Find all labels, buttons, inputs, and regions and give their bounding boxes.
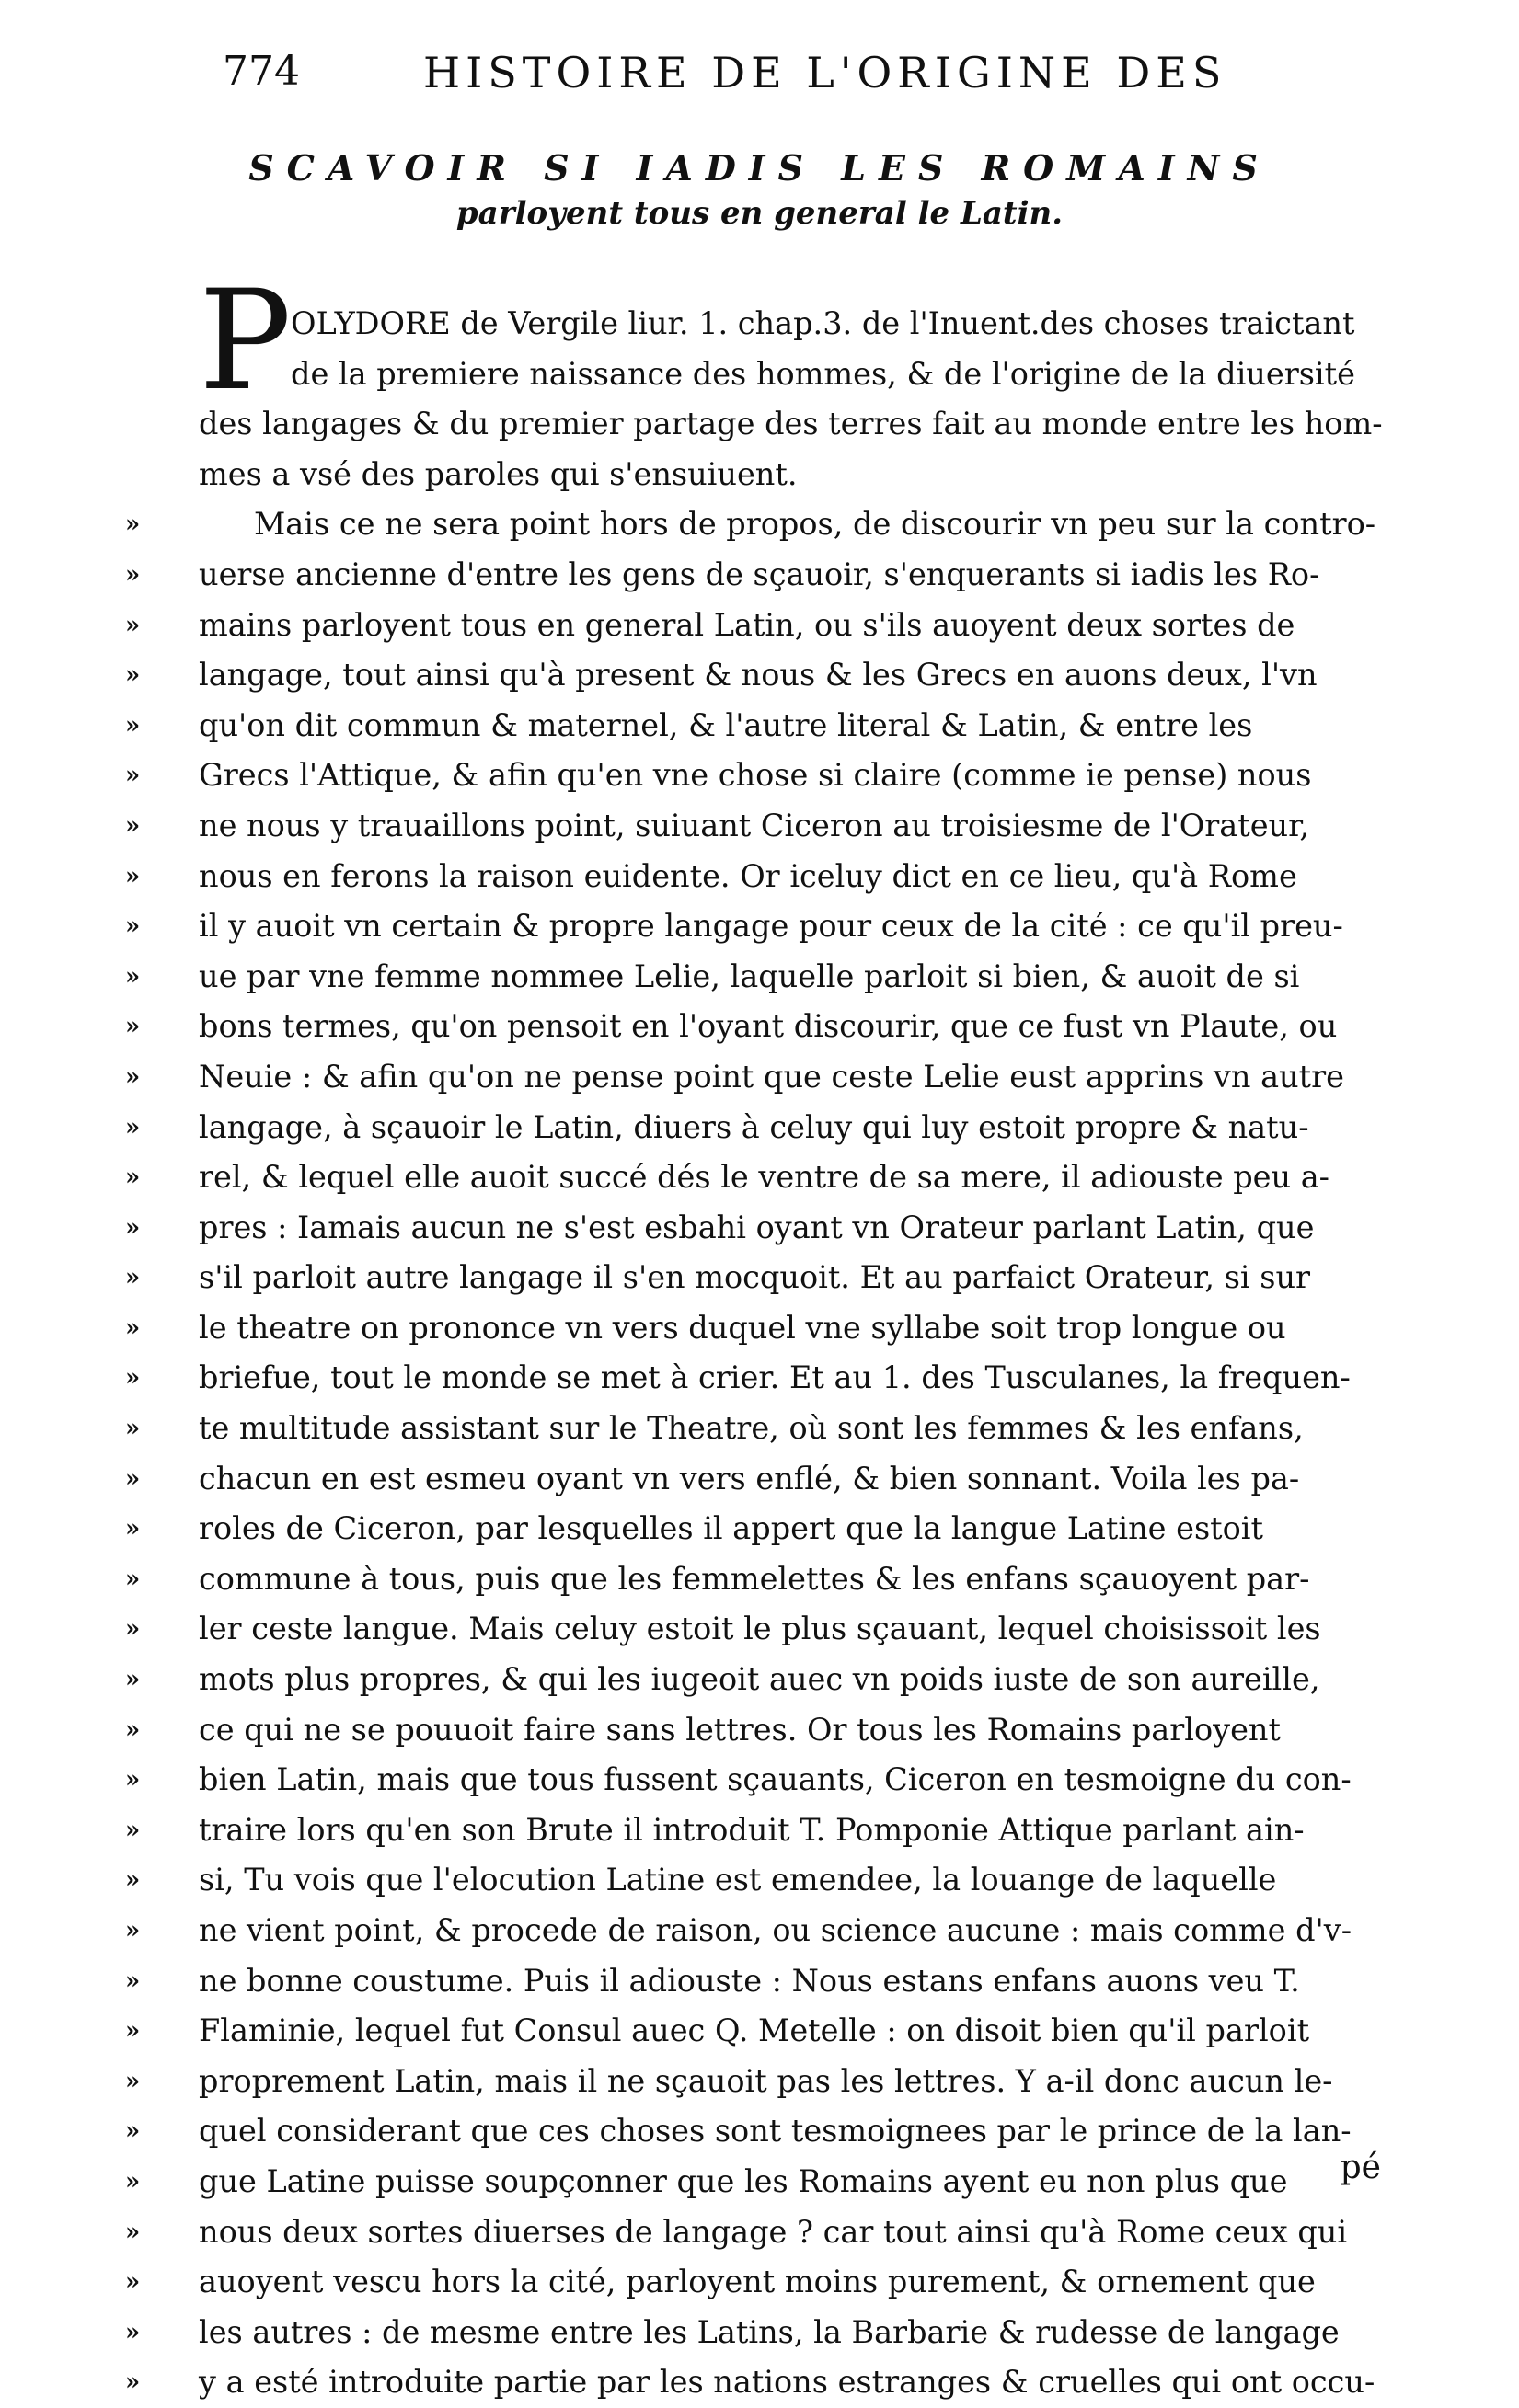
- quote-marker: »: [125, 1264, 141, 1292]
- quote-marker: »: [125, 2167, 141, 2196]
- quoted-line: [125, 550, 1386, 601]
- quote-marker: »: [125, 661, 141, 690]
- line-text: rel, & lequel elle auoit succé dés le ventre de sa mere, il adiouste peu a-: [199, 1159, 1329, 1196]
- quote-marker: »: [125, 811, 141, 840]
- line-text: briefue, tout le monde se met à crier. Et au 1. des Tusculanes, la frequen-: [199, 1359, 1351, 1396]
- line-text: mots plus propres, & qui les iugeoit auec vn poids iuste de son aureille,: [199, 1661, 1320, 1698]
- line-text: uerse ancienne d'entre les gens de sçauoir, s'enquerants si iadis les Ro-: [199, 556, 1320, 592]
- quote-marker: »: [125, 1715, 141, 1744]
- quote-marker: »: [125, 2268, 141, 2297]
- line-text: pres : Iamais aucun ne s'est esbahi oyant vn Orateur parlant Latin, que: [199, 1209, 1315, 1245]
- quote-marker: »: [125, 2218, 141, 2246]
- quoted-line: [125, 1303, 1386, 1354]
- quoted-line: [125, 1203, 1386, 1254]
- line-text: nous deux sortes diuerses de langage ? car tout ainsi qu'à Rome ceux qui: [199, 2213, 1348, 2250]
- quoted-line: [125, 1755, 1386, 1806]
- opening-paragraph: [199, 299, 1386, 499]
- quote-marker: »: [125, 862, 141, 890]
- line-text: si, Tu vois que l'elocution Latine est emendee, la louange de laquelle: [199, 1862, 1277, 1898]
- quote-marker: »: [125, 1415, 141, 1443]
- line-text: ler ceste langue. Mais celuy estoit le plus sçauant, lequel choisissoit les: [199, 1611, 1321, 1647]
- quote-marker: »: [125, 1364, 141, 1393]
- page-header: [223, 48, 1281, 103]
- quoted-line: [125, 952, 1386, 1003]
- quote-marker: »: [125, 1164, 141, 1192]
- quote-marker: »: [125, 1666, 141, 1694]
- quoted-line: [125, 1253, 1386, 1303]
- quote-marker: »: [125, 1766, 141, 1795]
- quoted-line: [125, 2357, 1386, 2408]
- line-text: mains parloyent tous en general Latin, ou s'ils auoyent deux sortes de: [199, 606, 1295, 643]
- quote-marker: »: [125, 560, 141, 589]
- line-text: OLYDORE de Vergile liur. 1. chap.3. de l'Inuent.des choses traictant: [291, 305, 1355, 341]
- quoted-paragraph: [125, 499, 1386, 2408]
- quoted-line: [125, 1906, 1386, 1956]
- line-text: langage, à sçauoir le Latin, diuers à celuy qui luy estoit propre & natu-: [199, 1108, 1309, 1145]
- quoted-line: [125, 2207, 1386, 2258]
- quote-marker: »: [125, 1565, 141, 1593]
- line-text: gue Latine puisse soupçonner que les Romains ayent eu non plus que: [199, 2162, 1288, 2199]
- quoted-line: [125, 1152, 1386, 1203]
- quote-marker: »: [125, 1464, 141, 1493]
- opening-line: [199, 399, 1386, 450]
- line-text: chacun en est esmeu oyant vn vers enflé, & bien sonnant. Voila les pa-: [199, 1460, 1300, 1496]
- quote-marker: »: [125, 1515, 141, 1543]
- line-text: des langages & du premier partage des terres fait au monde entre les hom-: [199, 406, 1383, 442]
- quoted-line: [125, 2157, 1386, 2207]
- line-text: langage, tout ainsi qu'à present & nous & les Grecs en auons deux, l'vn: [199, 657, 1318, 694]
- quote-marker: »: [125, 2067, 141, 2095]
- line-text: auoyent vescu hors la cité, parloyent moins purement, & ornement que: [199, 2264, 1316, 2300]
- line-text: ce qui ne se pouuoit faire sans lettres. Or tous les Romains parloyent: [199, 1711, 1281, 1748]
- quoted-line: [125, 1604, 1386, 1655]
- line-text: les autres : de mesme entre les Latins, la Barbarie & rudesse de langage: [199, 2313, 1340, 2350]
- body-text: [125, 299, 1386, 2408]
- line-text: il y auoit vn certain & propre langage pour ceux de la cité : ce qu'il preu-: [199, 908, 1343, 945]
- quoted-line: [125, 751, 1386, 801]
- line-text: s'il parloit autre langage il s'en mocquoit. Et au parfaict Orateur, si sur: [199, 1259, 1311, 1296]
- line-text: Mais ce ne sera point hors de propos, de discourir vn peu sur la contro-: [254, 506, 1376, 543]
- opening-line: [199, 450, 1386, 500]
- quoted-line: [125, 2006, 1386, 2057]
- quoted-line: [125, 1103, 1386, 1153]
- quote-marker: »: [125, 510, 141, 539]
- quote-marker: »: [125, 962, 141, 991]
- quoted-line: [125, 1855, 1386, 1906]
- quoted-line: [125, 499, 1386, 550]
- line-text: traire lors qu'en son Brute il introduit T. Pomponie Attique parlant ain-: [199, 1811, 1305, 1848]
- quote-marker: »: [125, 1062, 141, 1091]
- quoted-line: [125, 801, 1386, 852]
- quote-marker: »: [125, 2017, 141, 2046]
- line-text: le theatre on prononce vn vers duquel vne syllabe soit trop longue ou: [199, 1309, 1286, 1346]
- quoted-line: [125, 2057, 1386, 2107]
- line-text: qu'on dit commun & maternel, & l'autre literal & Latin, & entre les: [199, 706, 1253, 743]
- quoted-line: [125, 1655, 1386, 1705]
- quoted-line: [125, 1454, 1386, 1505]
- line-text: mes a vsé des paroles qui s'ensuiuent.: [199, 455, 798, 492]
- quoted-line: [125, 1353, 1386, 1404]
- chapter-title-line-1: SCAVOIR SI IADIS LES ROMAINS: [248, 147, 1271, 189]
- quoted-line: [125, 2257, 1386, 2308]
- opening-line: [199, 350, 1386, 400]
- line-text: commune à tous, puis que les femmelettes & les enfans sçauoyent par-: [199, 1560, 1310, 1597]
- line-text: ne nous y trauaillons point, suiuant Ciceron au troisiesme de l'Orateur,: [199, 807, 1310, 843]
- quote-marker: »: [125, 1113, 141, 1141]
- quoted-line: [125, 1705, 1386, 1756]
- line-text: nous en ferons la raison euidente. Or iceluy dict en ce lieu, qu'à Rome: [199, 857, 1297, 894]
- quoted-line: [125, 1404, 1386, 1454]
- drop-cap: P: [199, 261, 292, 421]
- quoted-line: [125, 1554, 1386, 1605]
- quote-marker: »: [125, 1615, 141, 1644]
- quote-marker: »: [125, 912, 141, 941]
- quote-marker: »: [125, 711, 141, 740]
- quoted-line: [125, 2308, 1386, 2358]
- line-text: te multitude assistant sur le Theatre, où sont les femmes & les enfans,: [199, 1410, 1304, 1447]
- running-head: HISTOIRE DE L'ORIGINE DES: [423, 48, 1227, 97]
- chapter-title-line-2: parloyent tous en general le Latin.: [455, 195, 1064, 232]
- quote-marker: »: [125, 1917, 141, 1944]
- quoted-line: [125, 650, 1386, 701]
- line-text: bons termes, qu'on pensoit en l'oyant discourir, que ce fust vn Plaute, ou: [199, 1008, 1338, 1045]
- line-text: roles de Ciceron, par lesquelles il appert que la langue Latine estoit: [199, 1510, 1263, 1547]
- line-text: de la premiere naissance des hommes, & de l'origine de la diuersité: [291, 355, 1355, 392]
- line-text: Neuie : & afin qu'on ne pense point que ceste Lelie eust apprins vn autre: [199, 1058, 1344, 1095]
- line-text: ne vient point, & procede de raison, ou science aucune : mais comme d'v-: [199, 1912, 1352, 1948]
- quoted-line: [125, 1504, 1386, 1554]
- opening-line: [199, 299, 1386, 350]
- quoted-line: [125, 1806, 1386, 1856]
- quoted-line: [125, 2106, 1386, 2157]
- quote-marker: »: [125, 762, 141, 790]
- line-text: Flaminie, lequel fut Consul auec Q. Metelle : on disoit bien qu'il parloit: [199, 2012, 1310, 2049]
- quote-marker: »: [125, 1967, 141, 1995]
- quoted-line: [125, 601, 1386, 651]
- line-text: bien Latin, mais que tous fussent sçauants, Ciceron en tesmoigne du con-: [199, 1761, 1352, 1798]
- catchword: pé: [1340, 2149, 1381, 2186]
- line-text: proprement Latin, mais il ne sçauoit pas les lettres. Y a-il donc aucun le-: [199, 2062, 1333, 2099]
- quoted-line: [125, 1002, 1386, 1052]
- line-text: ue par vne femme nommee Lelie, laquelle parloit si bien, & auoit de si: [199, 957, 1300, 994]
- quote-marker: »: [125, 2368, 141, 2397]
- quoted-line: [125, 701, 1386, 751]
- quote-marker: »: [125, 2318, 141, 2346]
- quote-marker: »: [125, 1013, 141, 1041]
- line-text: y a esté introduite partie par les nations estranges & cruelles qui ont occu-: [199, 2364, 1375, 2401]
- quoted-line: [125, 901, 1386, 952]
- quote-marker: »: [125, 2117, 141, 2146]
- page-number: 774: [223, 48, 300, 95]
- line-text: Grecs l'Attique, & afin qu'en vne chose si claire (comme ie pense) nous: [199, 757, 1312, 794]
- quote-marker: »: [125, 1213, 141, 1242]
- quoted-line: [125, 1956, 1386, 2007]
- chapter-title: [0, 145, 1519, 235]
- line-text: quel considerant que ces choses sont tesmoignees par le prince de la lan-: [199, 2113, 1352, 2150]
- quoted-line: [125, 852, 1386, 902]
- quote-marker: »: [125, 611, 141, 639]
- quote-marker: »: [125, 1313, 141, 1342]
- quoted-line: [125, 1052, 1386, 1103]
- quote-marker: »: [125, 1816, 141, 1844]
- line-text: ne bonne coustume. Puis il adiouste : Nous estans enfans auons veu T.: [199, 1962, 1300, 1999]
- quote-marker: »: [125, 1866, 141, 1895]
